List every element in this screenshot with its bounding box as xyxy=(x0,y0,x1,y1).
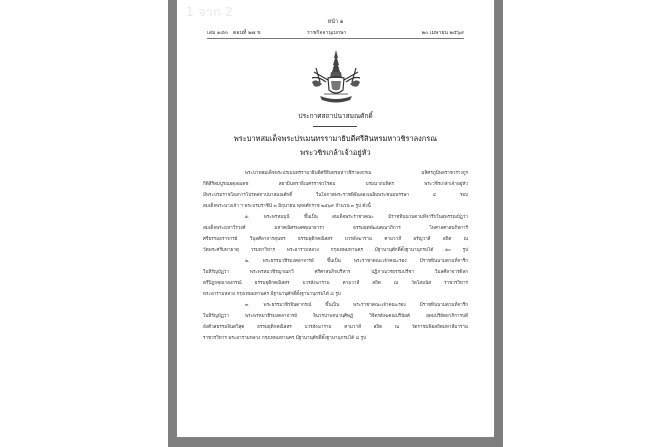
pdf-viewer-frame xyxy=(168,0,503,447)
document-body xyxy=(203,168,468,344)
body-item2-line: ในหิรัญบัฏว่า พระพรหมวชิรญาณกวี ศรีศาสนกิจบริหาร ปฏิภาณวรธรรมปรีชา วิมลศีลาจารดิลก xyxy=(203,270,468,275)
header-issue: ตอนที่ ๒๗ ข xyxy=(233,30,261,36)
gazette-header xyxy=(207,29,464,39)
body-item1-line: ๑. พระพรหมมุนี ขึ้นเป็น สมเด็จพระราชาคณะ มีราชทินนามตามที่จารึกในสุพรรณบัฏว่า xyxy=(245,215,468,220)
header-date: ๒๐ เมษายน ๒๕๖๙ xyxy=(421,30,464,36)
header-volume: เล่ม ๑๔๓ xyxy=(207,30,228,36)
body-item3-line: อังคีวสธรรมจินตวิสุต ธรรมยุติกคณิสสร บวรสังฆาราม คามวาสี สถิต ณ วัดราชบพิธสถิตมหาสีมาราม xyxy=(203,325,468,330)
body-intro-line: มีพระบรมราชโองการโปรดสถาปนาสมณศักดิ์ ในโอกาสพระราชพิธีฉลองเฉลิมพระชนมพรรษา ๔ รอบ xyxy=(203,193,468,198)
title-divider xyxy=(313,126,357,127)
body-intro-line: สมเด็จพระนางเจ้า ฯ พระบรมราชินี ๓ มิถุนายน พุทธศักราช ๒๕๖๙ จำนวน ๓ รูป ดังนี้ xyxy=(203,204,371,209)
body-item1-line: ศรีธรรมธราจารย์ วิบุลศีลาจารสุนทร ธรรมยุติกคณิสสร บวรสังฆาราม คามวาสี อรัญวาสี สถิต ณ xyxy=(203,237,468,242)
document-title-line-2: พระวชิรเกล้าเจ้าอยู่หัว xyxy=(300,148,371,157)
header-publication: ราชกิจจานุเบกษา xyxy=(307,30,347,36)
body-item1-line: วัดพระศรีมหาธาตุ วรมหาวิหาร พระอารามหลวง กรุงเทพมหานคร มีฐานานุศักดิ์ตั้งฐานานุกรมได้ ๑๐ รูป xyxy=(203,248,468,253)
body-item3-line: ๓. พระธรรมวชิรจินดากรณ์ ขึ้นเป็น พระราชาคณะเจ้าคณะรอง มีราชทินนามตามที่จารึก xyxy=(245,303,468,308)
body-item1-line: สมเด็จพระมหาวีรวงศ์ มหาคณิศรพงศคุณาธารา ธรรมยุตพัฒนคณาภิการ ไพศาลศาสนกิจการี xyxy=(203,226,468,231)
page-indicator: 1 จาก 2 xyxy=(178,2,243,26)
body-item2-line: ๒. พระธรรมวชิรมงคลาจารย์ ขึ้นเป็น พระราชาคณะเจ้าคณะรอง มีราชทินนามตามที่จารึก xyxy=(245,259,468,264)
body-item3-line: ราชวรวิหาร พระอารามหลวง กรุงเทพมหานคร มีฐานานุศักดิ์ตั้งฐานานุกรมได้ ๘ รูป xyxy=(203,336,367,341)
body-intro-line: พระบาทสมเด็จพระปรเมนทรรามาธิบดีศรีสินทรมหาวชิราลงกรณ มหิศรภูมิพลราชวรางกูร xyxy=(245,171,468,176)
body-item2-line: ตรีปิฎกคุณาลงกรณ์ ธรรมยุติกคณิสสร บวรสังฆาราม คามวาสี สถิต ณ วัดโสมนัส ราชวรวิหาร xyxy=(203,281,468,286)
body-item2-line: พระอารามหลวง กรุงเทพมหานคร มีฐานานุศักดิ์ตั้งฐานานุกรมได้ ๘ รูป xyxy=(203,292,341,297)
document-title-line-1: พระบาทสมเด็จพระปรเมนทรรามาธิบดีศรีสินทรมหาวชิราลงกรณ xyxy=(233,134,438,143)
royal-garuda-emblem-icon xyxy=(306,48,366,108)
announcement-type: ประกาศสถาปนาสมณศักดิ์ xyxy=(298,112,373,120)
document-page xyxy=(177,0,494,437)
body-intro-line: กิติสิริสมบูรณอดุลยเดช สยามินทราธิเบศรราชวโรดม บรมนาถบพิตร พระวชิรเกล้าเจ้าอยู่หัว xyxy=(203,182,468,187)
page-number-label: หน้า ๑ xyxy=(327,19,344,25)
body-item3-line: ในหิรัญบัฏว่า พระพรหมวชิรมงคลาจารย์ จินวรปาพจนานุศิษฏ์ วิจิตรสังฆคณปรินัยค์ อุดมปริยัตยาภิการบดี xyxy=(203,314,468,319)
